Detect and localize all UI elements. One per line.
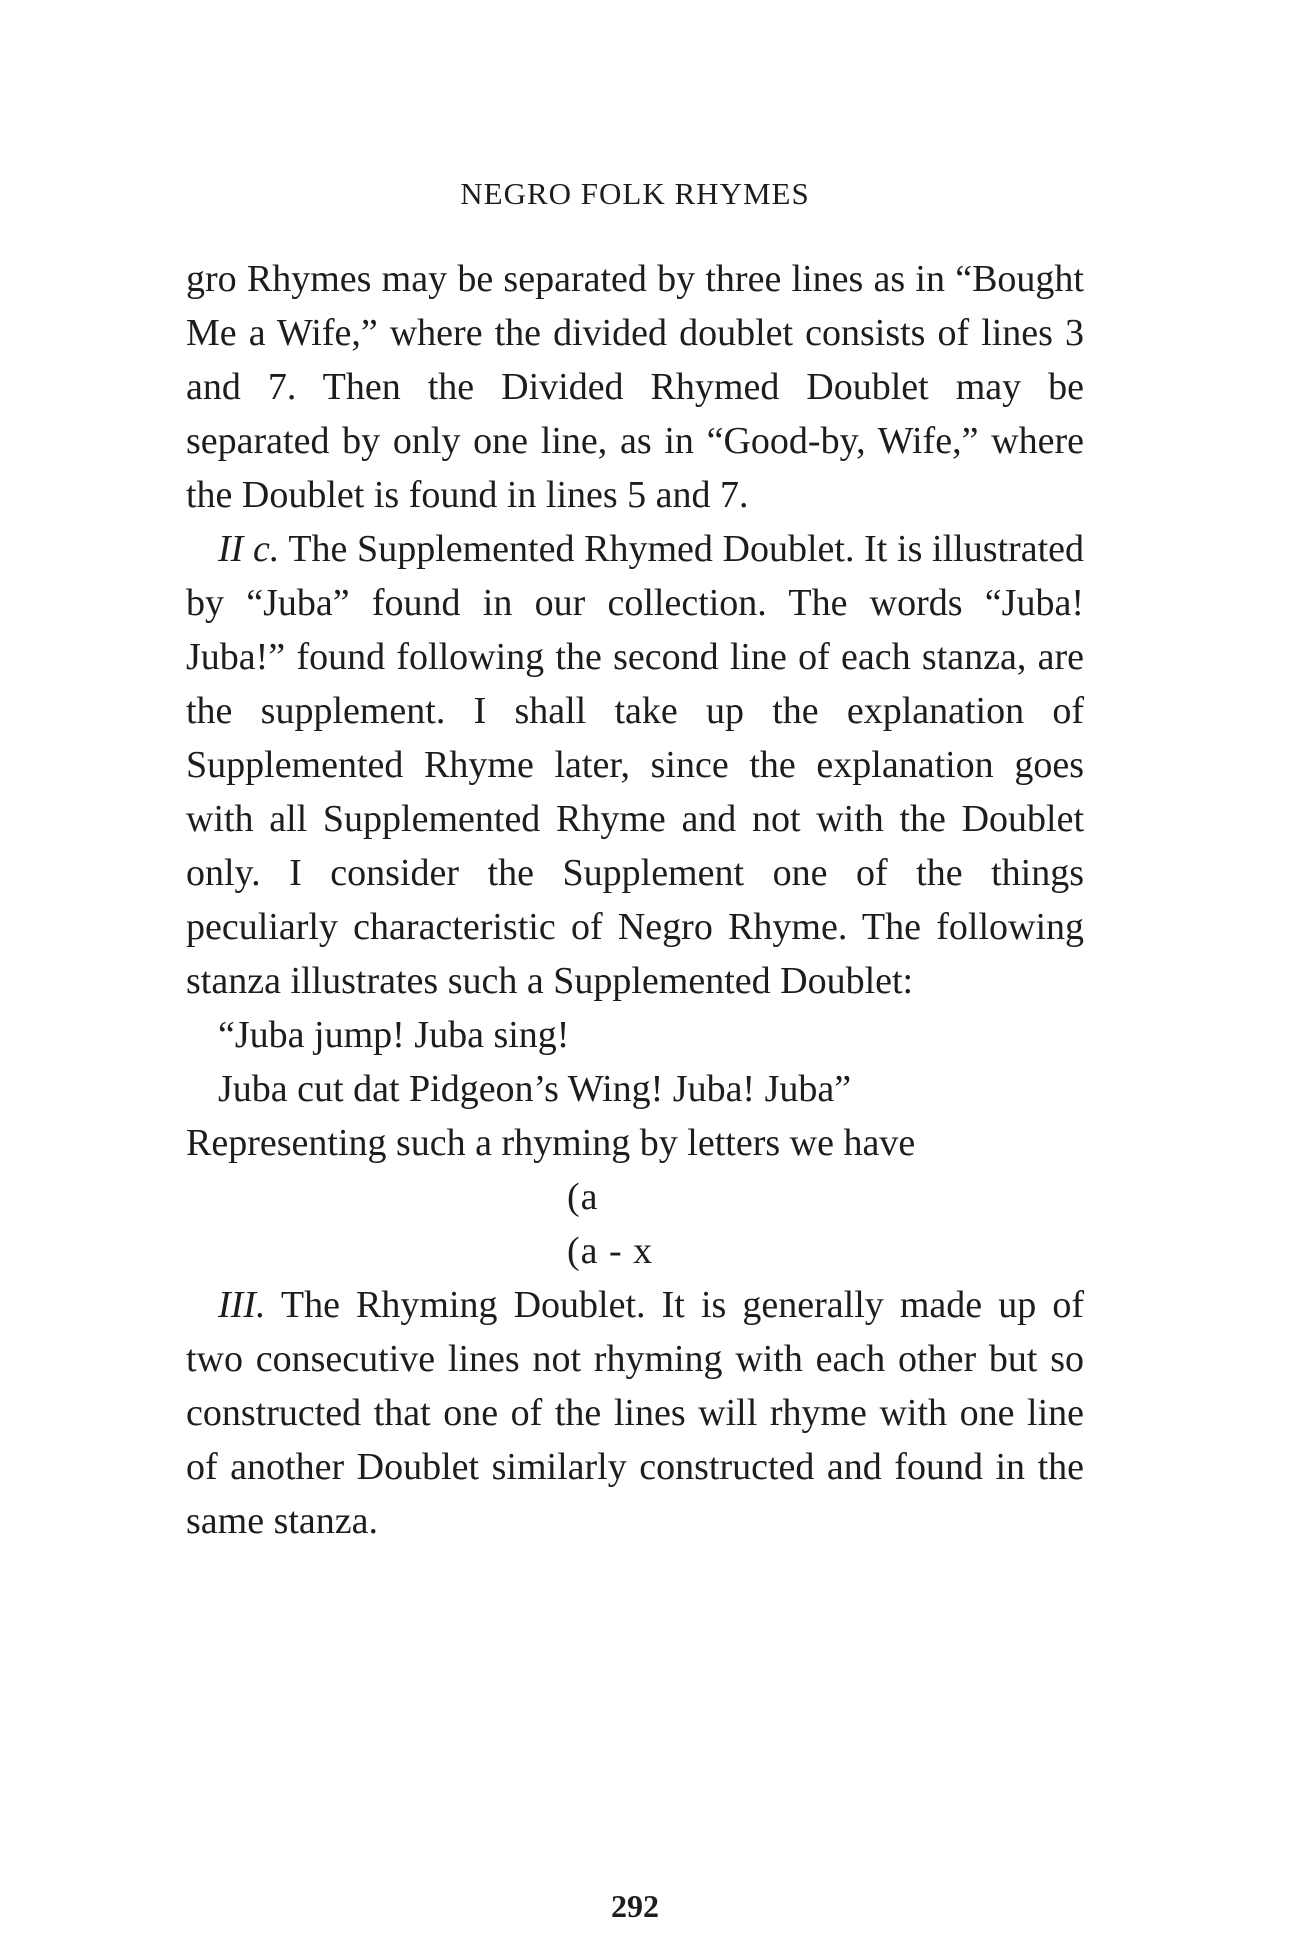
running-head: NEGRO FOLK RHYMES (460, 176, 810, 211)
paragraph-3-text: The Rhyming Doublet. It is generally made up of two consecutive lines not rhyming with each other but so constructed that one of the lines will rhyme with one line of another Doublet similarly constructed and found in the same stanza. (186, 1284, 1084, 1542)
stanza-line-1: “Juba jump! Juba sing! (218, 1014, 570, 1056)
section-label-ii-c: II c. (218, 528, 280, 570)
rhyme-scheme-line-2: (a - x (567, 1230, 654, 1272)
stanza-line-2: Juba cut dat Pidgeon’s Wing! Juba! Juba” (218, 1068, 852, 1110)
section-label-iii: III. (218, 1284, 266, 1326)
paragraph-1: gro Rhymes may be separated by three lines as in “Bought Me a Wife,” where the divided doublet consists of lines 3 and 7. Then the Divided Rhymed Doublet may be separated by only one line, as in “Good-by, Wife,” where the Doublet is found in lines 5 and 7. (186, 258, 1084, 516)
rhyme-scheme-line-1: (a (567, 1176, 599, 1218)
paragraph-2-text: The Supplemented Rhymed Doublet. It is illustrated by “Juba” found in our collection. The words “Juba! Juba!” found following the second line of each stanza, are the supplement. I shall take up the explanation of Supplemented Rhyme later, since the explanation goes with all Supplemented Rhyme and not with the Doublet only. I consider the Supplement one of the things peculiarly characteristic of Negro Rhyme. The following stanza illustrates such a Supplemented Doublet: (186, 528, 1084, 1002)
representing-line: Representing such a rhyming by letters we have (186, 1122, 916, 1164)
page-number: 292 (611, 1888, 659, 1924)
paragraph-3 (186, 1278, 1084, 1548)
body-text (186, 252, 1084, 1548)
paragraph-2 (186, 522, 1084, 1008)
